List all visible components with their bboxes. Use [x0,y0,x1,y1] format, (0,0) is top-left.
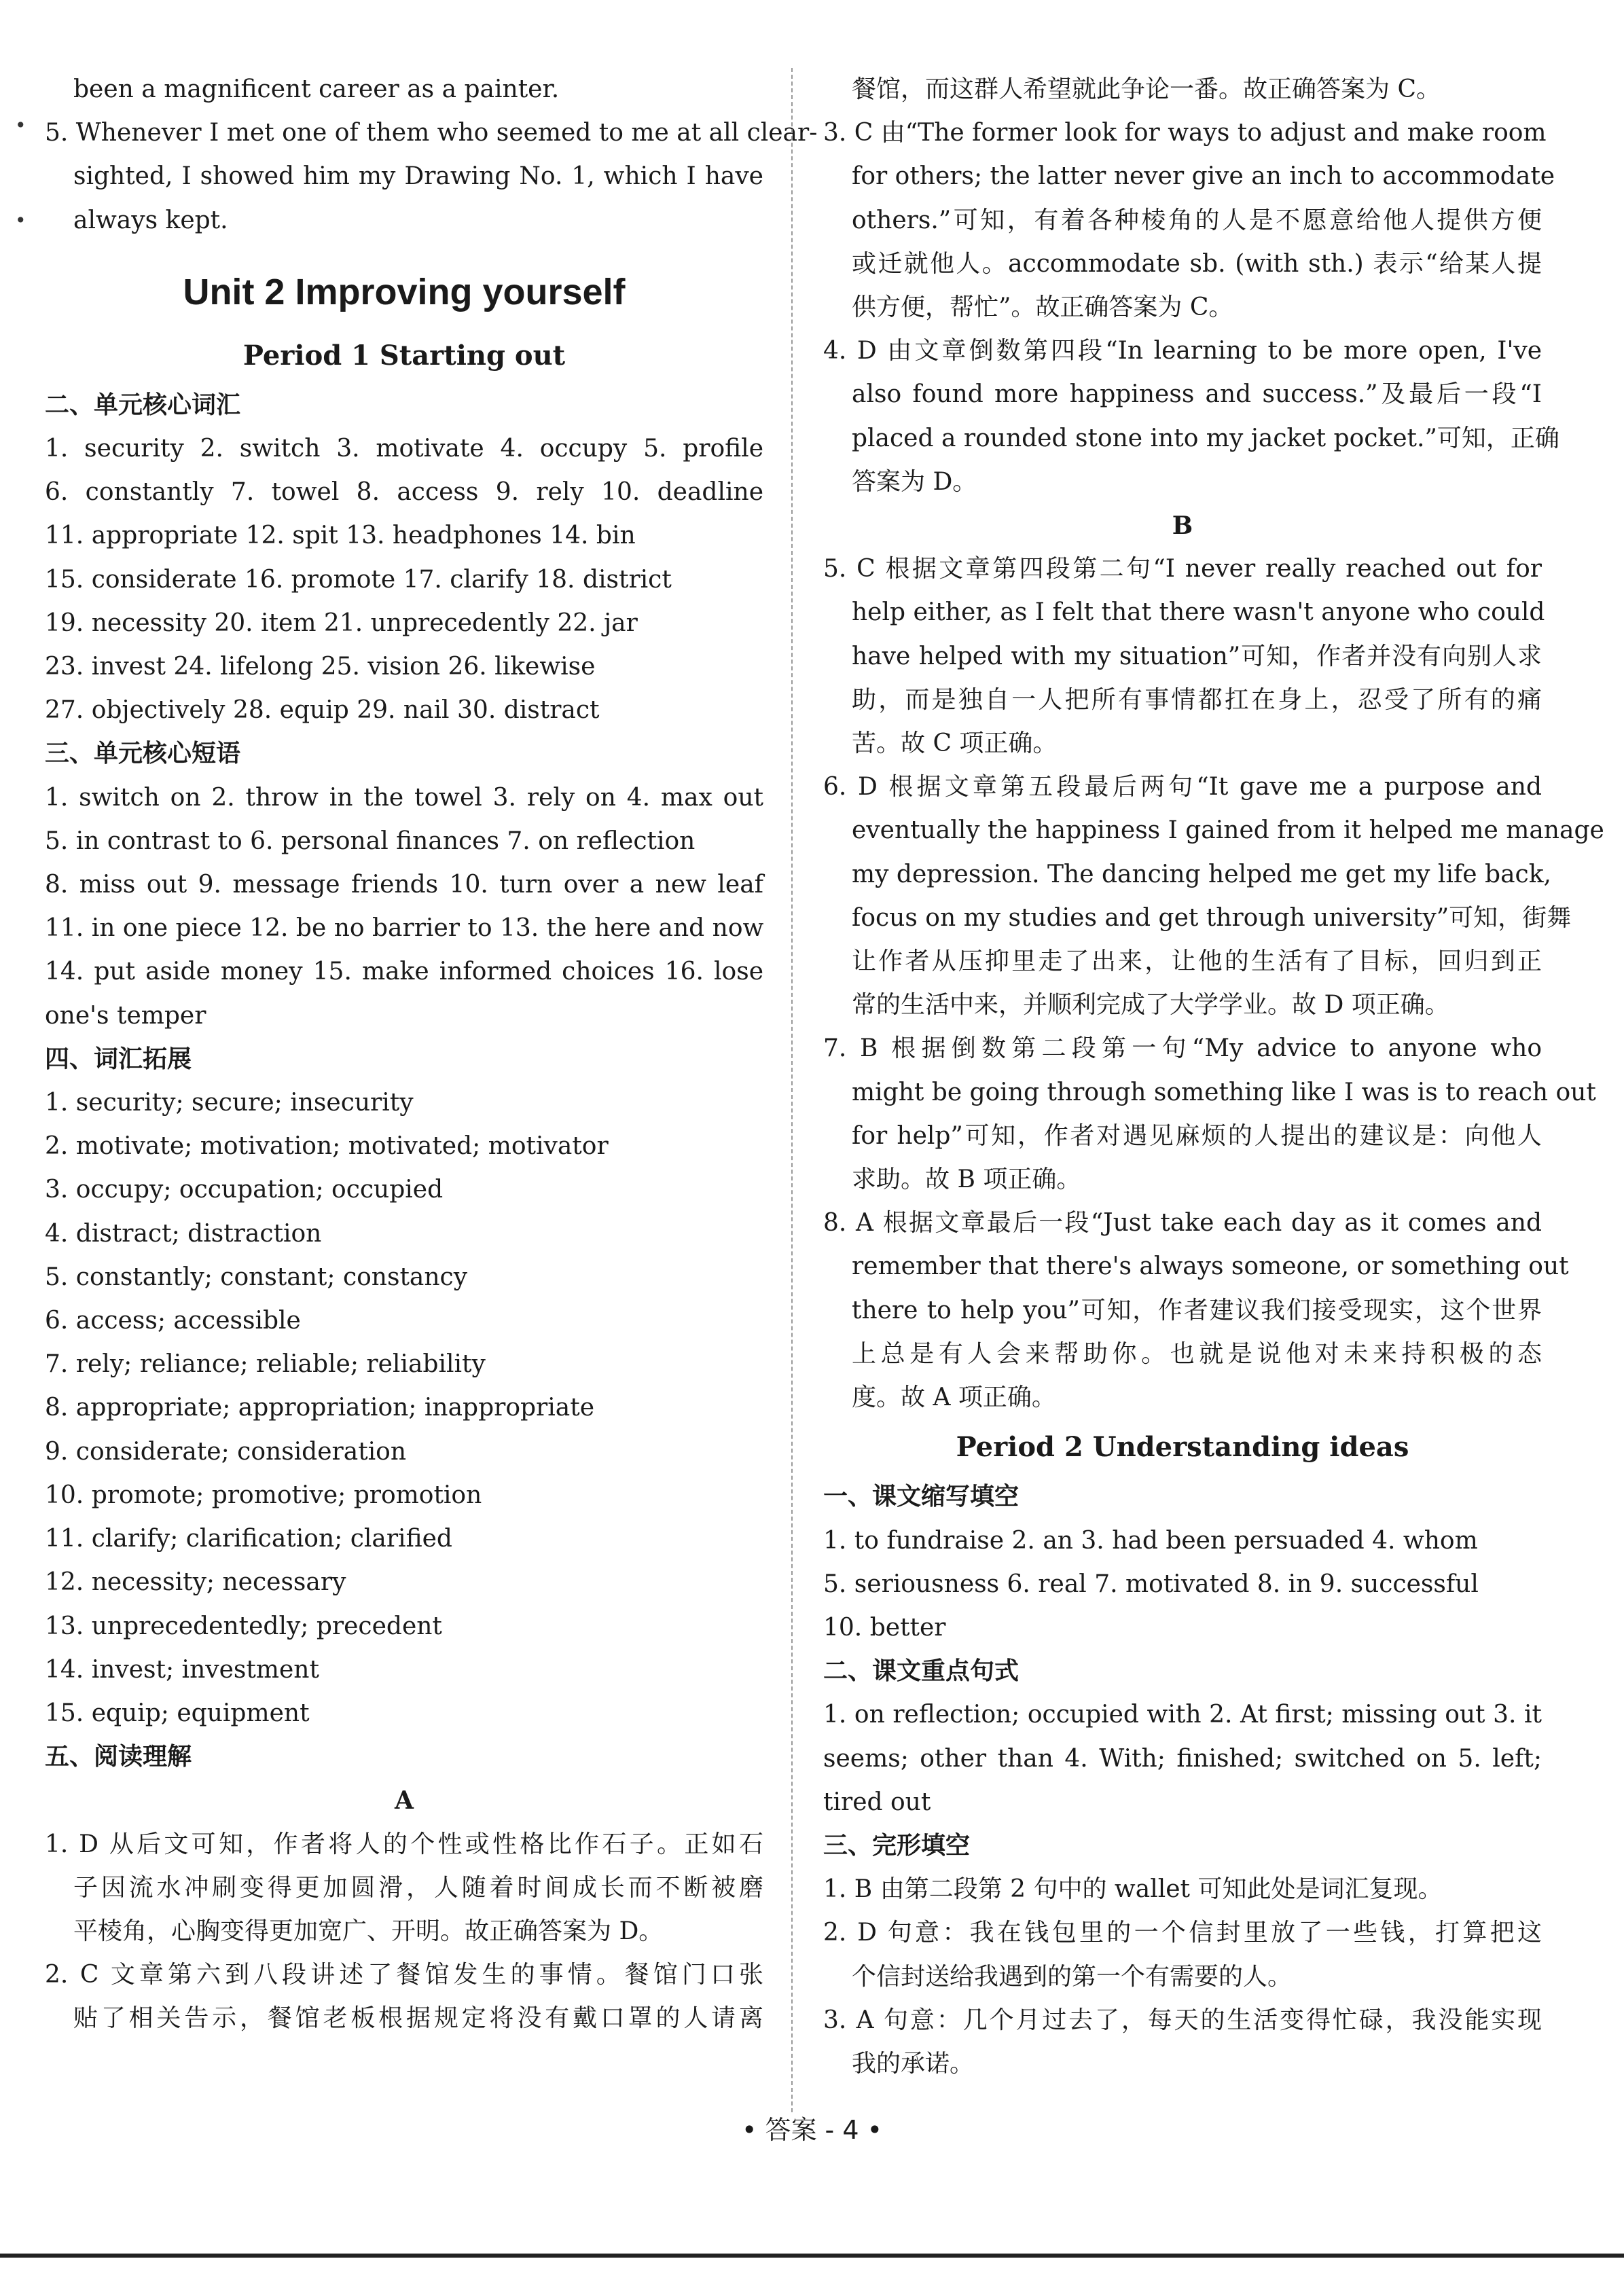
answer-line: 贴了相关告示，餐馆老板根据规定将没有戴口罩的人请离 [73,2004,763,2033]
answer-line: 上总是有人会来帮助你。也就是说他对未来持积极的态 [852,1339,1542,1368]
vocab-row: 1. security 2. switch 3. motivate 4. occupy 5. profile [45,435,763,463]
answer-line: 餐馆，而这群人希望就此争论一番。故正确答案为 C。 [852,75,1441,103]
vocab-row: 23. invest 24. lifelong 25. vision 26. likewise [45,653,596,681]
page-footer: • 答案 - 4 • [741,2115,883,2145]
expansion-row: 7. rely; reliance; reliable; reliability [45,1350,486,1379]
section-heading: 二、课文重点句式 [823,1657,1019,1686]
answer-line: 7. B 根据倒数第二段第一句“My advice to anyone who [823,1034,1542,1063]
text-line: 5. Whenever I met one of them who seemed to me at all clear- [45,119,818,147]
period-title: Period 1 Starting out [242,339,566,372]
answer-line: have helped with my situation”可知，作者并没有向别人求 [852,642,1542,670]
summary-row: 10. better [823,1613,946,1642]
answer-line: 常的生活中来，并顺利完成了大学学业。故 D 项正确。 [852,991,1449,1019]
expansion-row: 4. distract; distraction [45,1219,322,1248]
answer-line: 5. C 根据文章第四段第二句“I never really reached out for [823,555,1542,583]
expansion-row: 1. security; secure; insecurity [45,1089,414,1117]
column-divider [791,68,793,2112]
phrase-row: 14. put aside money 15. make informed choices 16. lose [45,958,763,986]
answer-line: 度。故 A 项正确。 [852,1384,1056,1412]
sentence-row: 1. on reflection; occupied with 2. At first; missing out 3. it [823,1701,1542,1729]
answer-line: 1. B 由第二段第 2 句中的 wallet 可知此处是词汇复现。 [823,1875,1443,1904]
phrase-row: 8. miss out 9. message friends 10. turn over a new leaf [45,871,763,899]
answer-line: 个信封送给我遇到的第一个有需要的人。 [852,1962,1293,1991]
text-line: been a magnificent career as a painter. [73,75,560,103]
passage-label: A [395,1786,414,1815]
phrase-row: one's temper [45,1001,206,1030]
phrase-row: 5. in contrast to 6. personal finances 7. on reflection [45,827,696,855]
answer-line: 答案为 D。 [852,467,977,496]
section-heading: 三、完形填空 [823,1831,971,1860]
vocab-row: 11. appropriate 12. spit 13. headphones 14. bin [45,522,636,550]
right-column [823,68,1604,2086]
answer-line: 子因流水冲刷变得更加圆滑，人随着时间成长而不断被磨 [73,1873,763,1902]
vocab-row: 15. considerate 16. promote 17. clarify 18. district [45,565,672,594]
expansion-row: 14. invest; investment [45,1655,319,1684]
text-line: always kept. [73,206,228,234]
expansion-row: 2. motivate; motivation; motivated; motivator [45,1132,609,1161]
expansion-row: 6. access; accessible [45,1307,301,1335]
sentence-row: tired out [823,1788,931,1816]
answer-line: 3. C 由“The former look for ways to adjust and make room [823,119,1547,147]
scan-mark-icon: • [15,209,26,232]
unit-title: Unit 2 Improving yourself [183,271,626,312]
expansion-row: 11. clarify; clarification; clarified [45,1525,452,1553]
answer-line: 1. D 从后文可知，作者将人的个性或性格比作石子。正如石 [45,1830,763,1858]
period-title: Period 2 Understanding ideas [956,1431,1409,1464]
answer-line: my depression. The dancing helped me get my life back, [852,860,1551,888]
expansion-row: 5. constantly; constant; constancy [45,1263,468,1291]
answer-line: 6. D 根据文章第五段最后两句“It gave me a purpose and [823,773,1542,801]
section-heading: 三、单元核心短语 [45,740,241,768]
section-heading: 五、阅读理解 [45,1743,192,1771]
answer-line: 求助。故 B 项正确。 [852,1165,1081,1194]
answer-line: help either, as I felt that there wasn't anyone who could [852,598,1545,627]
expansion-row: 3. occupy; occupation; occupied [45,1176,444,1204]
bottom-rule [0,2254,1624,2258]
expansion-row: 10. promote; promotive; promotion [45,1481,482,1509]
answer-line: remember that there's always someone, or something out [852,1252,1569,1281]
answer-line: eventually the happiness I gained from it helped me manage [852,816,1604,845]
answer-line: for others; the latter never give an inch to accommodate [852,162,1555,191]
answer-line: 我的承诺。 [852,2049,975,2078]
expansion-row: 15. equip; equipment [45,1699,310,1727]
answer-line: 4. D 由文章倒数第四段“In learning to be more open, I've [823,337,1542,365]
section-heading: 四、词汇拓展 [45,1045,192,1073]
answer-line: 3. A 句意：几个月过去了，每天的生活变得忙碌，我没能实现 [823,2006,1542,2034]
answer-line: there to help you”可知，作者建议我们接受现实，这个世界 [852,1296,1542,1324]
section-heading: 二、单元核心词汇 [45,391,241,419]
scan-mark-icon: • [15,114,26,137]
expansion-row: 9. considerate; consideration [45,1437,407,1466]
summary-row: 1. to fundraise 2. an 3. had been persuaded 4. whom [823,1526,1478,1555]
answer-line: 苦。故 C 项正确。 [852,729,1058,758]
answer-line: focus on my studies and get through university”可知，街舞 [852,903,1572,932]
answer-line: 2. D 句意：我在钱包里的一个信封里放了一些钱，打算把这 [823,1919,1542,1947]
summary-row: 5. seriousness 6. real 7. motivated 8. in 9. successful [823,1570,1479,1598]
vocab-row: 27. objectively 28. equip 29. nail 30. distract [45,696,600,725]
answer-line: for help”可知，作者对遇见麻烦的人提出的建议是：向他人 [852,1121,1542,1150]
answer-line: 助，而是独自一人把所有事情都扛在身上，忍受了所有的痛 [852,685,1542,714]
answer-line: 或迁就他人。accommodate sb. (with sth.) 表示“给某人提 [852,249,1542,278]
answer-line: might be going through something like I was is to reach out [852,1078,1596,1106]
answer-line: also found more happiness and success.”及最后一段“I [852,380,1542,409]
sentence-row: seems; other than 4. With; finished; switched on 5. left; [823,1744,1542,1773]
section-heading: 一、课文缩写填空 [823,1483,1019,1511]
answer-line: 8. A 根据文章最后一段“Just take each day as it comes and [823,1209,1542,1237]
answer-line: 让作者从压抑里走了出来，让他的生活有了目标，回归到正 [852,947,1542,976]
answer-line: others.”可知，有着各种棱角的人是不愿意给他人提供方便 [852,206,1542,234]
expansion-row: 13. unprecedentedly; precedent [45,1612,442,1640]
phrase-row: 11. in one piece 12. be no barrier to 13. the here and now [45,914,764,943]
vocab-row: 6. constantly 7. towel 8. access 9. rely 10. deadline [45,478,763,507]
expansion-row: 12. necessity; necessary [45,1568,346,1597]
answer-line: 平棱角，心胸变得更加宽广、开明。故正确答案为 D。 [73,1917,664,1945]
answer-line: 2. C 文章第六到八段讲述了餐馆发生的事情。餐馆门口张 [45,1961,763,1989]
answer-line: placed a rounded stone into my jacket pocket.”可知，正确 [852,424,1559,452]
left-column [45,68,818,2041]
expansion-row: 8. appropriate; appropriation; inappropriate [45,1394,595,1422]
passage-label: B [1172,511,1193,541]
vocab-row: 19. necessity 20. item 21. unprecedently 22. jar [45,609,638,637]
answer-line: 供方便，帮忙”。故正确答案为 C。 [852,293,1233,322]
phrase-row: 1. switch on 2. throw in the towel 3. rely on 4. max out [45,783,763,812]
text-line: sighted, I showed him my Drawing No. 1, which I have [73,162,763,191]
